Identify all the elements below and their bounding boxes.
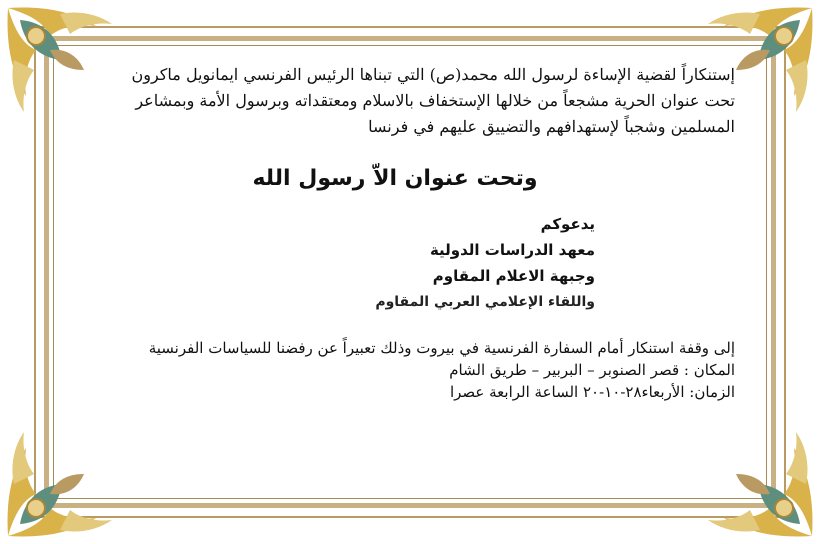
event-description: إلى وقفة استنكار أمام السفارة الفرنسية في بيروت وذلك تعبيراً عن رفضنا للسياسات الفرنسية: [148, 339, 735, 357]
organizer-name: وجبهة الاعلام المقاوم: [432, 267, 595, 285]
intro-line: إستنكاراً لقضية الإساءة لرسول الله محمد(ص) التي تبناها الرئيس الفرنسي ايمانويل ماكرون: [131, 65, 735, 84]
organizer-name: واللقاء الإعلامي العربي المقاوم: [375, 294, 595, 310]
organizer-name: معهد الدراسات الدولية: [429, 241, 595, 259]
event-time: الزمان: الأربعاء٢٨-١٠-٢٠ الساعة الرابعة عصرا: [449, 383, 735, 401]
invitation-content: [95, 62, 735, 403]
event-place: المكان : قصر الصنوبر – البربير – طريق الشام: [449, 361, 735, 379]
inviters-block: [95, 211, 595, 315]
corner-ornament-icon: [0, 424, 120, 544]
intro-line: تحت عنوان الحرية مشجعاً من خلالها الإستخفاف بالاسلام ومعتقداته وبرسول الأمة وبمشاعر: [135, 91, 735, 110]
invitation-title: وتحت عنوان الاّ رسول الله: [252, 166, 538, 191]
event-details: [95, 337, 735, 403]
invite-verb: يدعوكم: [540, 215, 595, 233]
corner-ornament-icon: [700, 424, 820, 544]
intro-line: المسلمين وشجباً لإستهدافهم والتضييق عليهم في فرنسا: [368, 117, 735, 136]
